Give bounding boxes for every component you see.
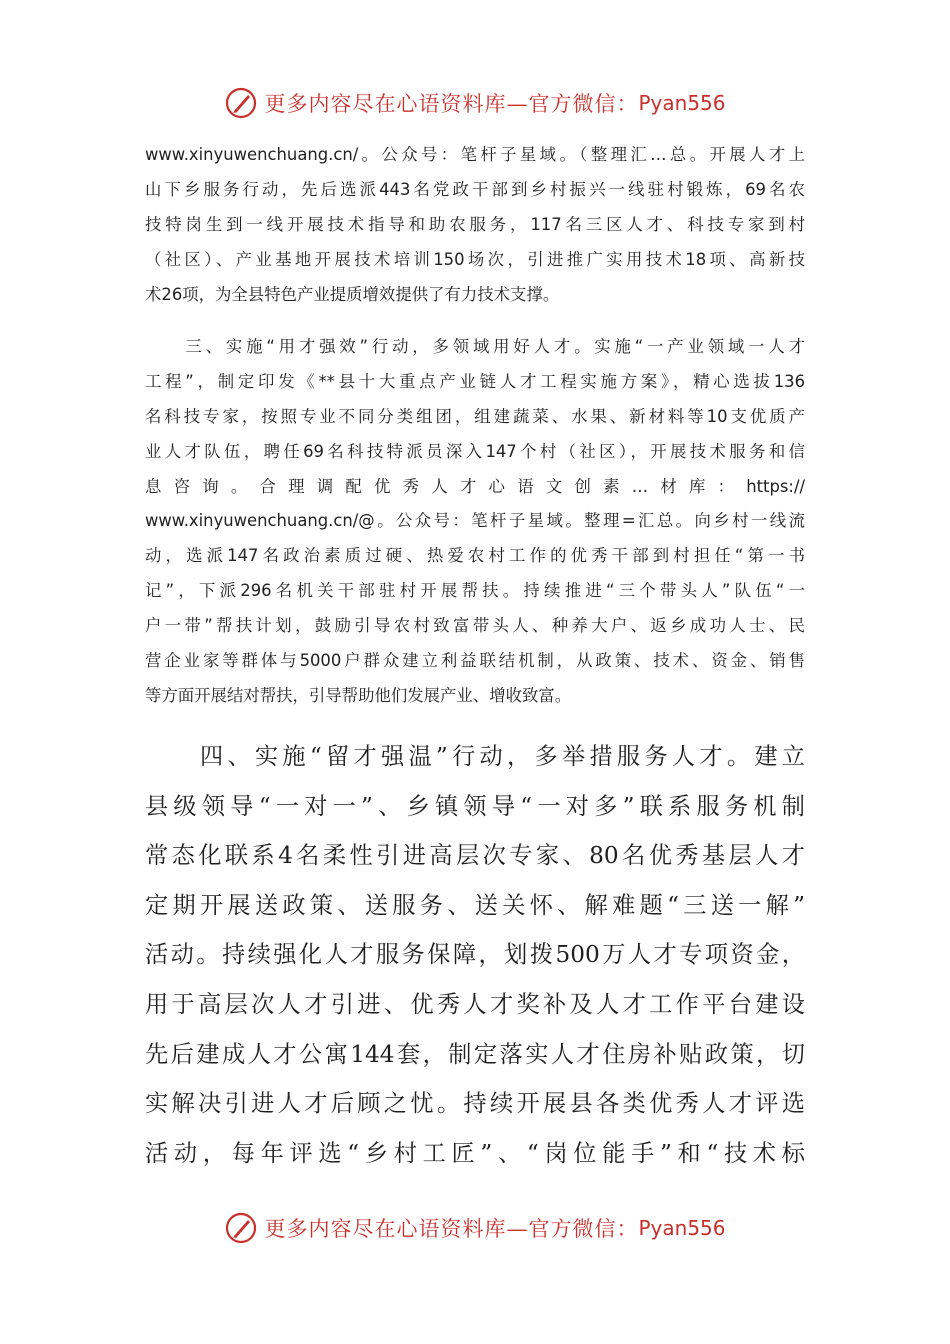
footer-banner <box>0 1208 950 1248</box>
text-line: 实解决引进人才后顾之忧。持续开展县各类优秀人才评选 <box>145 1090 805 1118</box>
text-line: 三、实施“用才强效”行动，多领域用好人才。实施“一产业领域一人才 <box>145 337 805 356</box>
banner-wechat-id: Pyan556 <box>638 1216 726 1240</box>
text-line: 活动，每年评选“乡村工匠”、“岗位能手”和“技术标 <box>145 1139 805 1167</box>
paragraph-section-three <box>145 330 805 714</box>
text-line: （社区）、产业基地开展技术培训150场次，引进推广实用技术18项、高新技 <box>145 249 805 269</box>
paragraph-talent-outreach <box>145 138 805 312</box>
text-line: 四、实施“留才强温”行动，多举措服务人才。建立 <box>145 743 805 770</box>
text-line: 工程”，制定印发《**县十大重点产业链人才工程实施方案》，精心选拔136 <box>145 371 805 391</box>
text-line: 活动。持续强化人才服务保障，划拨500万人才专项资金， <box>145 941 805 969</box>
quill-logo-icon <box>224 1211 258 1245</box>
banner-wechat-id: Pyan556 <box>638 91 726 115</box>
text-line: 常态化联系4名柔性引进高层次专家、80名优秀基层人才 <box>145 842 805 870</box>
text-line: 动，选派147名政治素质过硬、热爱农村工作的优秀干部到村担任“第一书 <box>145 546 805 566</box>
text-line: 县级领导“一对一”、乡镇领导“一对多”联系服务机制 <box>145 792 805 820</box>
paragraph-section-four <box>145 732 805 1178</box>
text-line: www.xinyuwenchuang.cn/。公众号：笔杆子星域。（整理汇…总。开展人才上 <box>145 145 805 164</box>
text-line: 记”，下派296名机关干部驻村开展帮扶。持续推进“三个带头人”队伍“一 <box>145 581 805 601</box>
text-line: 息咨询。合理调配优秀人才心语文创素…材库：https:// <box>145 476 805 496</box>
text-line: 技特岗生到一线开展技术指导和助农服务，117名三区人才、科技专家到村 <box>145 214 805 234</box>
header-banner <box>0 83 950 123</box>
text-line: 等方面开展结对帮扶，引导帮助他们发展产业、增收致富。 <box>145 685 572 705</box>
text-line: 营企业家等群体与5000户群众建立利益联结机制，从政策、技术、资金、销售 <box>145 651 805 671</box>
quill-logo-icon <box>224 86 258 120</box>
text-line: 户一带”帮扶计划，鼓励引导农村致富带头人、种养大户、返乡成功人士、民 <box>145 616 805 636</box>
text-line: 先后建成人才公寓144套，制定落实人才住房补贴政策，切 <box>145 1040 805 1068</box>
text-line: 业人才队伍，聘任69名科技特派员深入147个村（社区），开展技术服务和信 <box>145 441 805 461</box>
banner-text: 更多内容尽在心语资料库—官方微信： <box>264 1217 639 1241</box>
text-line: 用于高层次人才引进、优秀人才奖补及人才工作平台建设 <box>145 990 805 1018</box>
text-line: www.xinyuwenchuang.cn/@。公众号：笔杆子星域。整理=汇总。向乡村一线流 <box>145 511 805 531</box>
text-line: 名科技专家，按照专业不同分类组团，组建蔬菜、水果、新材料等10支优质产 <box>145 406 805 426</box>
banner-text: 更多内容尽在心语资料库—官方微信： <box>264 92 639 116</box>
text-line: 山下乡服务行动，先后选派443名党政干部到乡村振兴一线驻村锻炼，69名农 <box>145 179 805 199</box>
text-line: 术26项，为全县特色产业提质增效提供了有力技术支撑。 <box>145 284 560 304</box>
text-line: 定期开展送政策、送服务、送关怀、解难题“三送一解” <box>145 891 805 919</box>
